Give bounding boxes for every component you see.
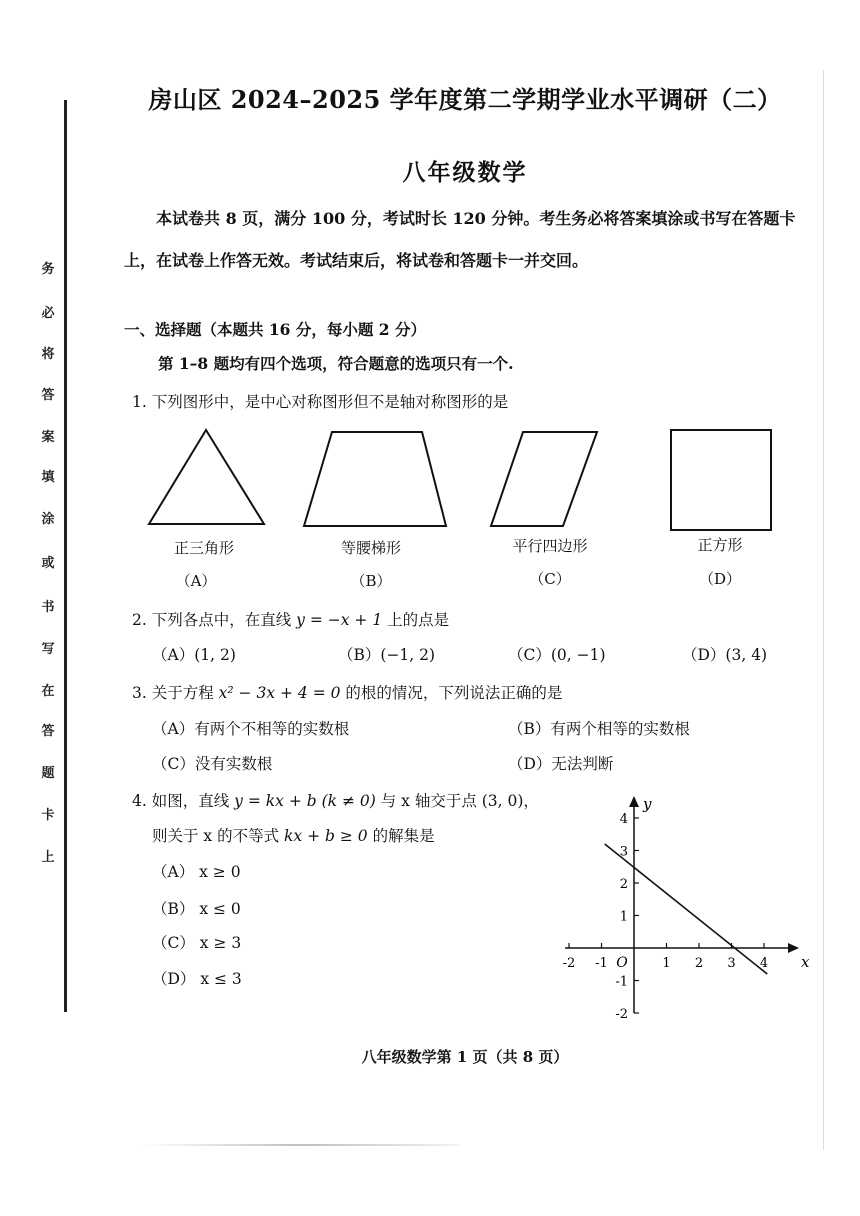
question-text: 与 x 轴交于点 (3, 0)， bbox=[375, 792, 539, 810]
page-footer: 八年级数学第 1 页（共 8 页） bbox=[361, 1048, 569, 1066]
question-text: 的根的情况，下列说法正确的是 bbox=[340, 684, 563, 702]
x-tick-label: 3 bbox=[727, 956, 736, 971]
equation: y = kx + b (k ≠ 0) bbox=[234, 792, 376, 810]
option-b: （B）(−1, 2) bbox=[338, 646, 436, 664]
page-edge bbox=[823, 70, 824, 1150]
shape-label: 正方形 bbox=[697, 536, 743, 554]
side-note-char: 必 bbox=[41, 306, 55, 321]
y-axis-label: y bbox=[643, 795, 652, 813]
question-text: 下列图形中，是中心对称图形但不是轴对称图形的是 bbox=[151, 393, 509, 411]
question-number: 2. bbox=[132, 611, 147, 629]
x-axis-arrow-icon bbox=[788, 943, 799, 953]
square-icon bbox=[671, 430, 771, 530]
option-c: （C）(0, −1) bbox=[508, 646, 606, 664]
question-4-stem-line2 bbox=[152, 824, 435, 846]
question-4-stem bbox=[132, 789, 539, 811]
line-y-kx-b bbox=[605, 844, 768, 974]
x-tick-label: -1 bbox=[595, 956, 608, 971]
option-letter: （C） bbox=[529, 570, 571, 588]
side-note-char: 写 bbox=[41, 642, 55, 657]
y-axis-arrow-icon bbox=[629, 796, 639, 807]
shape-label: 等腰梯形 bbox=[340, 539, 401, 557]
option-a: （A） x ≥ 0 bbox=[152, 863, 241, 881]
question-text: 如图，直线 bbox=[151, 792, 235, 810]
origin-label: O bbox=[616, 955, 628, 971]
y-tick-label: 2 bbox=[619, 877, 628, 892]
option-letter: （B） bbox=[350, 572, 392, 590]
exam-title: 房山区 2024–2025 学年度第二学期学业水平调研（二） bbox=[148, 85, 782, 114]
coordinate-graph bbox=[555, 785, 820, 1030]
option-b: （B）有两个相等的实数根 bbox=[508, 720, 690, 738]
equation: x² − 3x + 4 = 0 bbox=[218, 684, 341, 702]
question-number: 4. bbox=[132, 792, 147, 810]
side-note-char: 或 bbox=[41, 556, 55, 571]
question-text: 关于方程 bbox=[151, 684, 219, 702]
side-note-char: 书 bbox=[41, 600, 55, 615]
x-ticks bbox=[563, 943, 768, 971]
option-d: （D） x ≤ 3 bbox=[152, 970, 242, 988]
option-d: （D）无法判断 bbox=[508, 755, 614, 773]
option-c: （C） x ≥ 3 bbox=[152, 934, 242, 952]
y-tick-label: 4 bbox=[619, 812, 628, 827]
x-axis-label: x bbox=[801, 953, 810, 971]
option-a: （A）(1, 2) bbox=[152, 646, 236, 664]
question-text: 则关于 x 的不等式 bbox=[152, 827, 285, 845]
y-tick-label: 3 bbox=[619, 844, 628, 860]
q1-shapes bbox=[140, 420, 800, 540]
side-note-char: 涂 bbox=[41, 512, 55, 527]
question-1-stem bbox=[132, 390, 508, 412]
binding-margin-rule bbox=[64, 100, 67, 1012]
y-tick-label: -2 bbox=[615, 1007, 628, 1022]
section-note: 第 1–8 题均有四个选项，符合题意的选项只有一个. bbox=[158, 354, 514, 373]
x-tick-label: 2 bbox=[694, 956, 704, 971]
x-tick-label: -2 bbox=[562, 956, 576, 971]
side-note-char: 答 bbox=[41, 388, 55, 403]
side-note-char: 填 bbox=[41, 470, 55, 485]
option-letter: （D） bbox=[698, 570, 742, 588]
side-note-char: 答 bbox=[41, 724, 55, 739]
question-text: 上的点是 bbox=[382, 611, 450, 629]
inequality: kx + b ≥ 0 bbox=[284, 827, 368, 845]
side-note-char: 卡 bbox=[41, 808, 55, 823]
shape-label: 正三角形 bbox=[173, 539, 234, 557]
side-note-char: 在 bbox=[41, 684, 55, 699]
y-tick-label: 1 bbox=[619, 909, 628, 925]
side-note-char: 务 bbox=[41, 262, 55, 277]
y-tick-label: -1 bbox=[615, 974, 628, 990]
side-note-char: 将 bbox=[41, 347, 55, 362]
shape-label: 平行四边形 bbox=[512, 537, 588, 555]
exam-subject: 八年级数学 bbox=[402, 159, 528, 186]
question-text: 的解集是 bbox=[367, 827, 435, 845]
section-heading: 一、选择题（本题共 16 分，每小题 2 分） bbox=[124, 320, 426, 339]
equilateral-triangle-icon bbox=[149, 430, 264, 524]
option-b: （B） x ≤ 0 bbox=[152, 900, 241, 918]
y-ticks bbox=[615, 812, 639, 1022]
question-number: 1. bbox=[132, 393, 147, 411]
option-d: （D）(3, 4) bbox=[682, 646, 768, 664]
equation: y = −x + 1 bbox=[296, 611, 383, 629]
exam-instructions: 本试卷共 8 页，满分 100 分，考试时长 120 分钟。考生务必将答案填涂或书写在答题卡上，在试卷上作答无效。考试结束后，将试卷和答题卡一并交回。 bbox=[124, 209, 796, 270]
question-2-stem bbox=[132, 608, 449, 630]
x-tick-label: 1 bbox=[662, 956, 671, 971]
side-note-char: 案 bbox=[41, 430, 55, 445]
question-text: 下列各点中，在直线 bbox=[151, 611, 297, 629]
parallelogram-icon bbox=[491, 432, 597, 526]
question-3-stem bbox=[132, 681, 562, 703]
isosceles-trapezoid-icon bbox=[304, 432, 446, 526]
option-letter: （A） bbox=[175, 572, 217, 590]
scan-artifact bbox=[140, 1144, 460, 1146]
option-a: （A）有两个不相等的实数根 bbox=[152, 720, 350, 738]
x-tick-label: 4 bbox=[759, 956, 769, 971]
side-note-char: 上 bbox=[41, 850, 55, 865]
question-number: 3. bbox=[132, 684, 147, 702]
option-c: （C）没有实数根 bbox=[152, 755, 273, 773]
side-note-char: 题 bbox=[41, 766, 55, 781]
